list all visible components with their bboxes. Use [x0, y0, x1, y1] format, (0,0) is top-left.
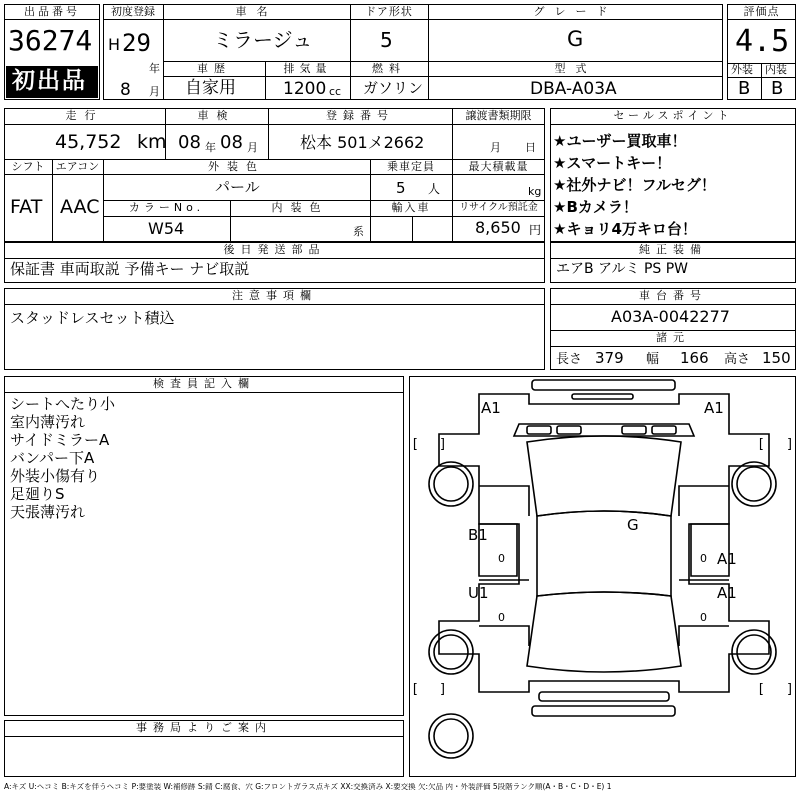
model-label: 型式 [554, 62, 597, 75]
exterior-label: 外装 [731, 63, 753, 76]
color-label: 外装色 [208, 160, 265, 173]
registration-month: 8 [120, 80, 131, 100]
equipment-value: エアB アルミ PS PW [556, 261, 689, 277]
history: 自家用 [185, 78, 236, 98]
damage-mark-left-rear-door: U1 [468, 584, 489, 602]
inspection-month-unit: 月 [247, 141, 258, 154]
registration-year: 29 [122, 29, 151, 57]
length-label: 長さ [556, 352, 583, 367]
transfer-label: 譲渡書類期限 [465, 109, 532, 122]
car-name: ミラージュ [213, 28, 313, 52]
interior-label: 内装 [765, 63, 787, 76]
legend: A:キズ U:ヘコミ B:キズを伴うヘコミ P:要塗装 W:補修跡 S:錆 C:腐食、穴 G:フロントガラス点キズ XX:交換済み X:要交換 欠:欠品 内・外装評価 5段階ランク順(A・B・C・D・E) 1 [4, 783, 612, 791]
ac-label: エアコン [55, 160, 100, 173]
year-unit: 年 [149, 62, 160, 75]
width-label: 幅 [646, 352, 660, 367]
transfer-day-unit: 日 [525, 141, 536, 154]
exterior-color: パール [215, 178, 260, 196]
era: H [108, 35, 121, 54]
zero-mark-1: 0 [498, 552, 505, 565]
svg-text:[: [ [411, 437, 419, 452]
seats-unit: 人 [428, 182, 441, 196]
recycle-fee: 8,650 [475, 218, 521, 237]
lot-label: 出品番号 [24, 5, 80, 18]
svg-text:[: [ [757, 437, 765, 452]
shift: FAT [10, 196, 43, 218]
displacement-unit: cc [329, 85, 342, 98]
damage-mark-front-right: A1 [704, 399, 724, 417]
seats-label: 乗車定員 [387, 160, 435, 173]
damage-mark-front-left: A1 [481, 399, 501, 417]
ac: AAC [60, 196, 100, 218]
history-label: 車歴 [197, 62, 231, 75]
displacement: 1200 [283, 79, 327, 99]
zero-mark-2: 0 [700, 552, 707, 565]
dimensions-label: 諸元 [656, 331, 690, 344]
sales-point-5: ★キョリ4万キロ台！ [553, 220, 697, 238]
svg-text:[: [ [411, 682, 419, 697]
sales-point-1: ★ユーザー買取車！ [553, 132, 687, 150]
inspection-label: 車検 [197, 109, 236, 122]
interior-grade: B [771, 78, 784, 99]
load-label: 最大積載量 [468, 160, 529, 173]
plate-label: 登録番号 [326, 109, 394, 122]
inspector-note-7: 天張薄汚れ [10, 503, 86, 521]
svg-text:]: ] [786, 682, 794, 697]
inspector-note-1: シートへたり小 [10, 395, 116, 413]
plate-number: 松本 501メ2662 [300, 133, 425, 152]
width: 166 [680, 349, 709, 367]
seats: 5 [396, 179, 406, 197]
import-label: 輸入車 [391, 201, 431, 214]
svg-text:]: ] [439, 437, 447, 452]
damage-mark-right-rear-door: A1 [717, 584, 737, 602]
registration-label: 初度登録 [111, 5, 155, 18]
zero-mark-3: 0 [498, 611, 505, 624]
sales-point-3: ★社外ナビ！フルセグ！ [553, 176, 716, 194]
chassis-label: 車台番号 [639, 289, 707, 302]
vehicle-details-section [4, 108, 545, 242]
door-count: 5 [380, 28, 393, 52]
sales-point-4: ★Bカメラ！ [553, 198, 638, 216]
car-name-label: 車名 [235, 5, 278, 18]
mileage-unit: km [137, 131, 167, 153]
sales-points-label: セールスポイント [613, 109, 733, 122]
grade: G [567, 27, 584, 51]
displacement-label: 排気量 [283, 62, 332, 75]
office-label: 事務局よりご案内 [136, 721, 272, 734]
fuel: ガソリン [363, 79, 424, 97]
exterior-grade: B [738, 78, 751, 99]
svg-text:]: ] [786, 437, 794, 452]
height-label: 高さ [724, 352, 751, 367]
svg-text:[: [ [757, 682, 765, 697]
later-parts-value: 保証書 車両取説 予備キー ナビ取説 [10, 260, 250, 278]
grade-label: グレード [533, 5, 618, 18]
inspector-note-6: 足廻りS [10, 485, 65, 503]
inspection-month: 08 [220, 132, 243, 153]
chassis-number: A03A-0042277 [611, 307, 730, 326]
color-no-label: カラーNo. [128, 201, 205, 214]
car-damage-diagram [409, 376, 796, 777]
inspector-note-3: サイドミラーA [10, 431, 110, 449]
equipment-label: 純正装備 [639, 243, 707, 256]
inspector-note-2: 室内薄汚れ [10, 413, 86, 431]
inspector-note-5: 外装小傷有り [10, 467, 101, 485]
mileage-label: 走行 [65, 109, 104, 122]
load-unit: kg [528, 185, 542, 198]
door-label: ドア形状 [365, 5, 413, 18]
score-value: 4.5 [735, 24, 790, 59]
inspection-year-unit: 年 [205, 141, 216, 154]
later-parts-label: 後日発送部品 [223, 243, 326, 256]
inspection-year: 08 [178, 132, 201, 153]
damage-mark-left-front-door: B1 [468, 526, 488, 544]
sales-point-2: ★スマートキー！ [553, 154, 672, 172]
shift-label: シフト [11, 160, 45, 173]
height: 150 [762, 349, 791, 367]
score-label: 評価点 [743, 5, 780, 18]
color-number: W54 [148, 219, 185, 238]
svg-text:]: ] [439, 682, 447, 697]
mileage: 45,752 [55, 131, 122, 153]
model-code: DBA-A03A [530, 79, 617, 99]
recycle-unit: 円 [529, 223, 542, 237]
transfer-month-unit: 月 [490, 141, 501, 154]
length: 379 [595, 349, 624, 367]
zero-mark-4: 0 [700, 611, 707, 624]
recycle-label: リサイクル預託金 [459, 202, 538, 213]
damage-mark-right-front-door: A1 [717, 550, 737, 568]
notes-value: スタッドレスセット積込 [10, 309, 175, 327]
interior-color-label: 内装色 [271, 201, 329, 214]
fuel-label: 燃料 [372, 62, 406, 75]
month-unit: 月 [149, 85, 160, 98]
interior-color-unit: 系 [353, 225, 364, 238]
notes-label: 注意事項欄 [232, 289, 317, 302]
lot-number: 36274 [8, 24, 93, 57]
inspector-label: 検査員記入欄 [153, 377, 255, 390]
inspector-note-4: バンパー下A [10, 449, 95, 467]
damage-mark-windshield: G [627, 516, 639, 534]
first-listing-label: 初出品 [12, 68, 87, 94]
